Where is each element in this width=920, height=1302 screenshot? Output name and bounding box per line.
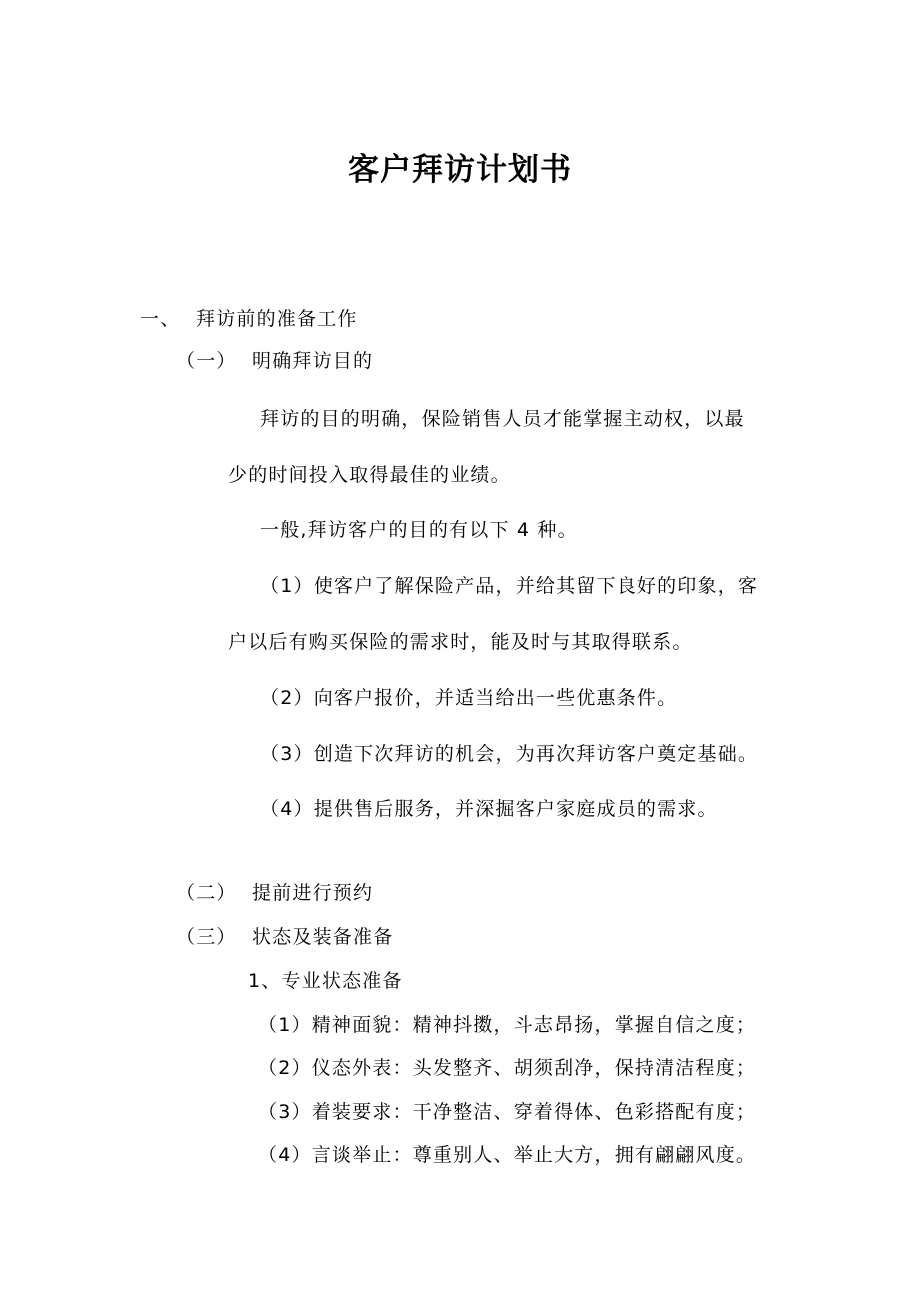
- paragraph-line: 一般,拜访客户的目的有以下 4 种。: [260, 519, 578, 541]
- subsection-title: 明确拜访目的: [252, 350, 374, 372]
- section-heading-1: [140, 304, 358, 334]
- list-item: （1）使客户了解保险产品，并给其留下良好的印象，客: [260, 575, 759, 597]
- paragraph-line: 拜访的目的明确，保险销售人员才能掌握主动权，以最: [260, 408, 745, 430]
- subsection-heading-1: [176, 346, 373, 376]
- list-item: （2）向客户报价，并适当给出一些优惠条件。: [260, 687, 678, 709]
- list-item: （3）创造下次拜访的机会，为再次拜访客户奠定基础。: [260, 743, 759, 765]
- list-item-continuation: 户以后有购买保险的需求时，能及时与其取得联系。: [228, 631, 693, 653]
- list-item: （4）言谈举止：尊重别人、举止大方，拥有翩翩风度。: [258, 1144, 757, 1166]
- list-item: （2）仪态外表：头发整齐、胡须刮净，保持清洁程度；: [258, 1057, 757, 1079]
- subsection-number: （二）: [176, 882, 237, 904]
- list-item: （3）着装要求：干净整洁、穿着得体、色彩搭配有度；: [258, 1101, 757, 1123]
- subsection-title: 提前进行预约: [252, 882, 374, 904]
- list-item: （4）提供售后服务，并深掘客户家庭成员的需求。: [260, 798, 718, 820]
- subsection-heading-3: [176, 922, 393, 952]
- document-title: 客户拜访计划书: [348, 152, 572, 188]
- section-number: 一、: [140, 308, 181, 330]
- subsection-heading-2: [176, 878, 373, 908]
- subsection-title: 状态及装备准备: [252, 926, 394, 948]
- section-title: 拜访前的准备工作: [196, 308, 358, 330]
- subsection-number: （一）: [176, 350, 237, 372]
- list-item: （1）精神面貌：精神抖擞，斗志昂扬，掌握自信之度；: [258, 1014, 757, 1036]
- subsection-number: （三）: [176, 926, 237, 948]
- paragraph-line: 少的时间投入取得最佳的业绩。: [228, 464, 511, 486]
- point-heading: 1、专业状态准备: [248, 970, 403, 992]
